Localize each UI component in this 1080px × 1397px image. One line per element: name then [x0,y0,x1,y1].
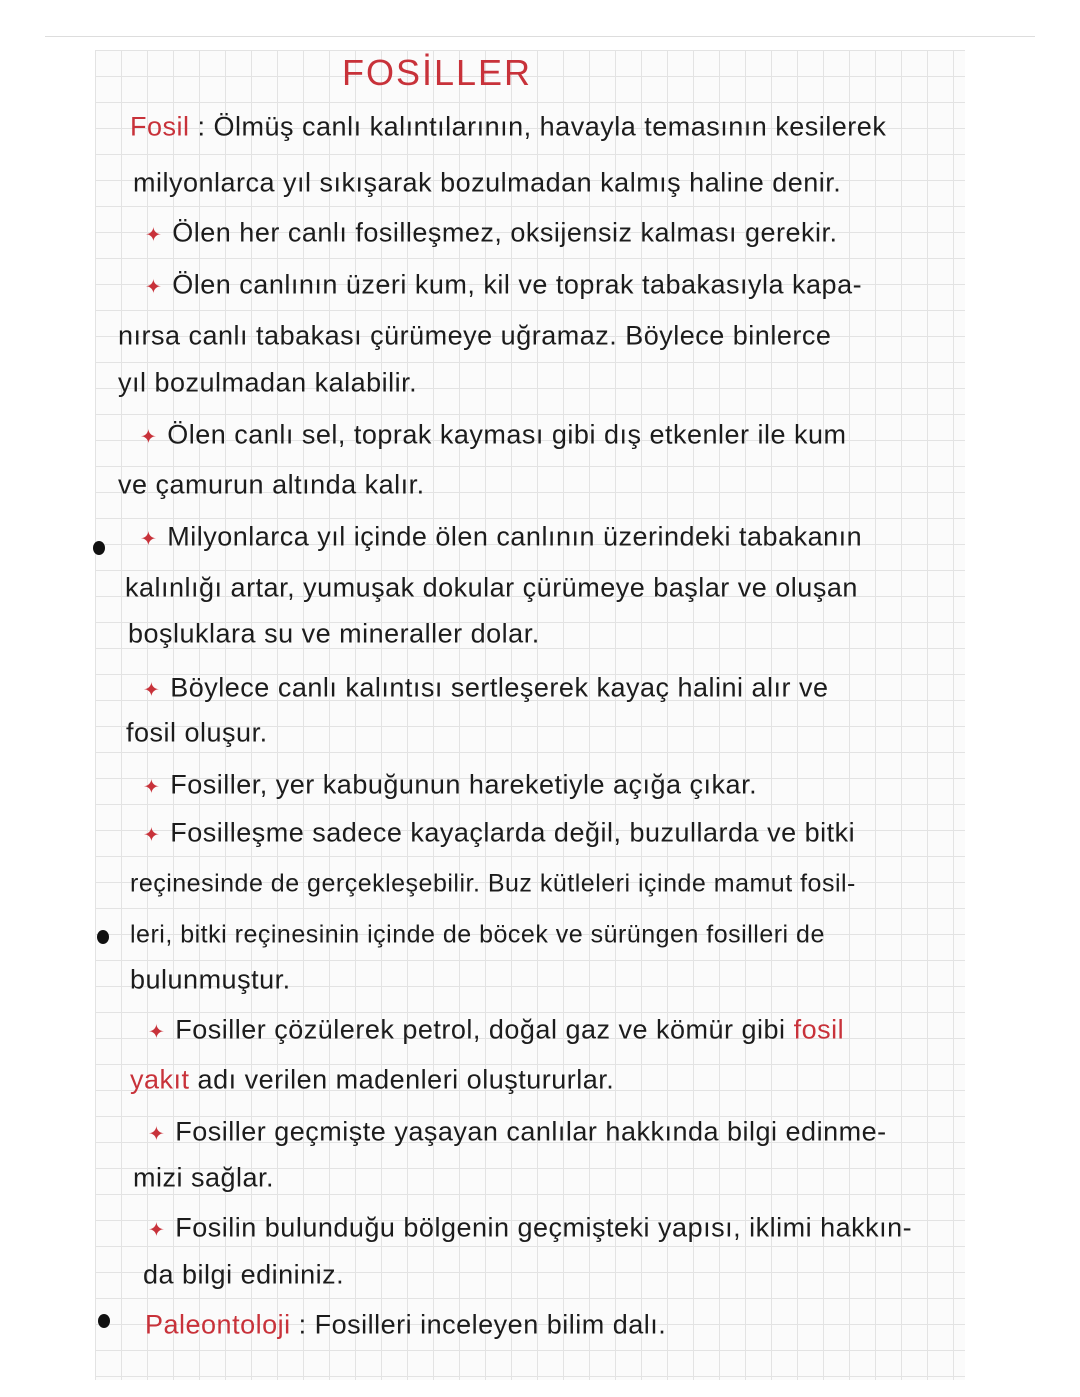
text: Ölen canlının üzeri kum, kil ve toprak tabakasıyla kapa- [172,269,863,300]
text: adı verilen madenleri oluştururlar. [197,1064,615,1095]
bullet-item [148,1213,912,1244]
text-line: nırsa canlı tabakası çürümeye uğramaz. Böylece binlerce [118,320,832,351]
text-line: boşluklara su ve mineraller dolar. [128,618,540,649]
binder-hole [97,930,109,944]
bullet-icon: ✦ [145,224,163,247]
bullet-icon: ✦ [143,679,161,702]
highlight: fosil [793,1014,845,1045]
text-line: yıl bozulmadan kalabilir. [118,367,418,398]
binder-hole [98,1314,110,1328]
bullet-icon: ✦ [145,276,163,299]
text-line: fosil oluşur. [126,717,268,748]
text: Milyonlarca yıl içinde ölen canlının üzerindeki tabakanın [167,521,863,552]
text: : Ölmüş canlı kalıntılarının, havayla temasının kesilerek [197,111,887,142]
text: Fosiller çözülerek petrol, doğal gaz ve kömür gibi [175,1014,786,1045]
bullet-item [143,770,757,801]
term: Paleontoloji [145,1309,291,1340]
term: Fosil [130,111,190,142]
text: Fosilleşme sadece kayaçlarda değil, buzullarda ve bitki [170,817,856,848]
text: Fosiller, yer kabuğunun hareketiyle açığa çıkar. [170,769,758,800]
bullet-item [145,270,862,301]
text-line: ve çamurun altında kalır. [118,469,425,500]
text-line: da bilgi edininiz. [143,1259,345,1290]
bullet-icon: ✦ [140,528,158,551]
bullet-item [140,522,862,553]
bullet-icon: ✦ [143,824,161,847]
text-line: mizi sağlar. [133,1162,275,1193]
text-line: bulunmuştur. [130,964,291,995]
bullet-item [143,673,829,704]
bullet-icon: ✦ [148,1021,166,1044]
definition-fosil [130,112,886,143]
text: Böylece canlı kalıntısı sertleşerek kayaç halini alır ve [170,672,829,703]
bullet-icon: ✦ [148,1123,166,1146]
text-line [130,1065,614,1096]
text: Ölen her canlı fosilleşmez, oksijensiz kalması gerekir. [172,217,838,248]
bullet-item [148,1117,887,1148]
text-line: milyonlarca yıl sıkışarak bozulmadan kalmış haline denir. [133,167,842,198]
bullet-item [145,218,838,249]
text-line: leri, bitki reçinesinin içinde de böcek ve sürüngen fosilleri de [130,920,825,949]
bullet-item [148,1015,844,1046]
bullet-item [140,420,847,451]
binder-hole [93,541,105,555]
divider [45,36,1035,37]
bullet-icon: ✦ [148,1219,166,1242]
text: : Fosilleri inceleyen bilim dalı. [298,1309,667,1340]
text-line: reçinesinde de gerçekleşebilir. Buz kütleleri içinde mamut fosil- [130,869,856,898]
page-title: FOSİLLER [342,52,533,93]
text: Fosiller geçmişte yaşayan canlılar hakkında bilgi edinme- [175,1116,887,1147]
text-line: kalınlığı artar, yumuşak dokular çürümeye başlar ve oluşan [125,572,858,603]
text: Fosilin bulunduğu bölgenin geçmişteki yapısı, iklimi hakkın- [175,1212,913,1243]
bullet-icon: ✦ [143,776,161,799]
highlight: yakıt [130,1064,190,1095]
text: Ölen canlı sel, toprak kayması gibi dış etkenler ile kum [167,419,847,450]
bullet-icon: ✦ [140,426,158,449]
definition-paleontoloji [145,1310,666,1341]
bullet-item [143,818,855,849]
